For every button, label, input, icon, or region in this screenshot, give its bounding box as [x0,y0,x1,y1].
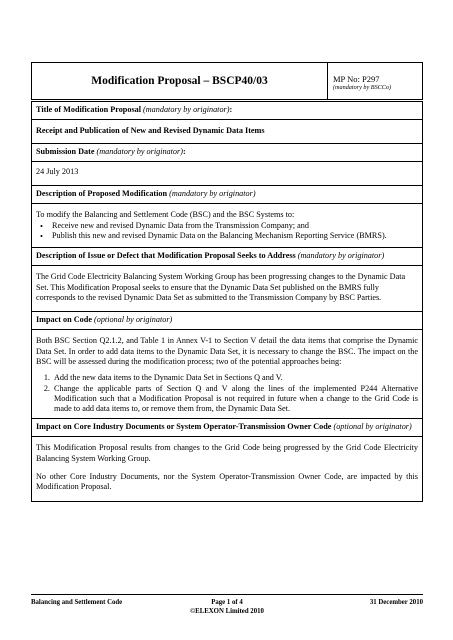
description-intro: To modify the Balancing and Settlement Code (BSC) and the BSC Systems to: [36,209,295,219]
impact-code-list [36,373,418,414]
footer-code-name: Balancing and Settlement Code [31,599,123,606]
description-heading: Description of Proposed Modification (mandatory by originator) [32,186,422,204]
section-title-heading: Title of Modification Proposal (mandatory by originator): [32,102,422,120]
footer-divider [31,594,423,595]
mp-number: MP No: P297 [333,74,380,84]
issue-heading: Description of Issue or Defect that Modification Proposal Seeks to Address (mandatory by originator) [32,248,422,266]
impact-code-heading: Impact on Code (optional by originator) [32,312,422,330]
impact-code-text: Both BSC Section Q2.1.2, and Table 1 in Annex V-1 to Section V detail the data items that comprise the Dynamic Data Set. In order to add data items to the Dynamic Data Set, it is necessary to change the BSC. The impact on the BSC will be assessed during the modification process; two of the potential approaches being: [36,336,418,366]
mp-number-box [327,62,423,100]
description-list [36,221,418,242]
issue-text: The Grid Code Electricity Balancing System Working Group has been progressing changes to the Dynamic Data Set. This Modification Proposal seeks to ensure that the Dynamic Data Set published on the BMRS fully corresponds to the revised Dynamic Data Set as submitted to the Transmission Company by BSC Parties. [36,272,406,303]
section-impact-code [32,312,422,419]
list-item: 2. Change the applicable parts of Section Q and V along the lines of the implemented P244 Alternative Modification such that a Modification Proposal is not required in future when a change to the Grid Code is made to add data items to, or remove them from, the Dynamic Data Set. [52,384,418,415]
footer-page-number: Page 1 of 4 [211,599,243,606]
proposal-form [31,101,423,502]
proposal-name: Receipt and Publication of New and Revised Dynamic Data Items [36,126,265,135]
mp-number-note: (mandatory by BSCCo) [333,84,392,91]
impact-core-text-1: This Modification Proposal results from changes to the Grid Code being progressed by the Grid Code Electricity Balancing System Working Group. [36,443,418,463]
section-impact-core [32,419,422,501]
impact-core-text-2: No other Core Industry Documents, nor the System Operator-Transmission Owner Code, are impacted by this Modification Proposal. [36,472,418,492]
section-issue [32,248,422,312]
impact-core-heading: Impact on Core Industry Documents or System Operator-Transmission Owner Code (optional by originator) [32,419,422,437]
proposal-title: Modification Proposal – BSCP40/03 [91,75,268,87]
submission-date: 24 July 2013 [36,167,79,177]
section-submission-date [32,144,422,185]
section-description [32,186,422,249]
footer-date: 31 December 2010 [369,599,423,606]
proposal-title-box [31,62,328,100]
list-item: • Publish this new and revised Dynamic Data on the Balancing Mechanism Reporting Service (BMRS). [52,231,418,241]
list-item: • Receive new and revised Dynamic Data from the Transmission Company; and [52,221,418,231]
section-title [32,102,422,144]
footer-copyright: ©ELEXON Limited 2010 [190,608,264,615]
list-item: 1. Add the new data items to the Dynamic Data Set in Sections Q and V. [52,373,418,383]
submission-date-heading: Submission Date (mandatory by originator): [32,144,422,162]
